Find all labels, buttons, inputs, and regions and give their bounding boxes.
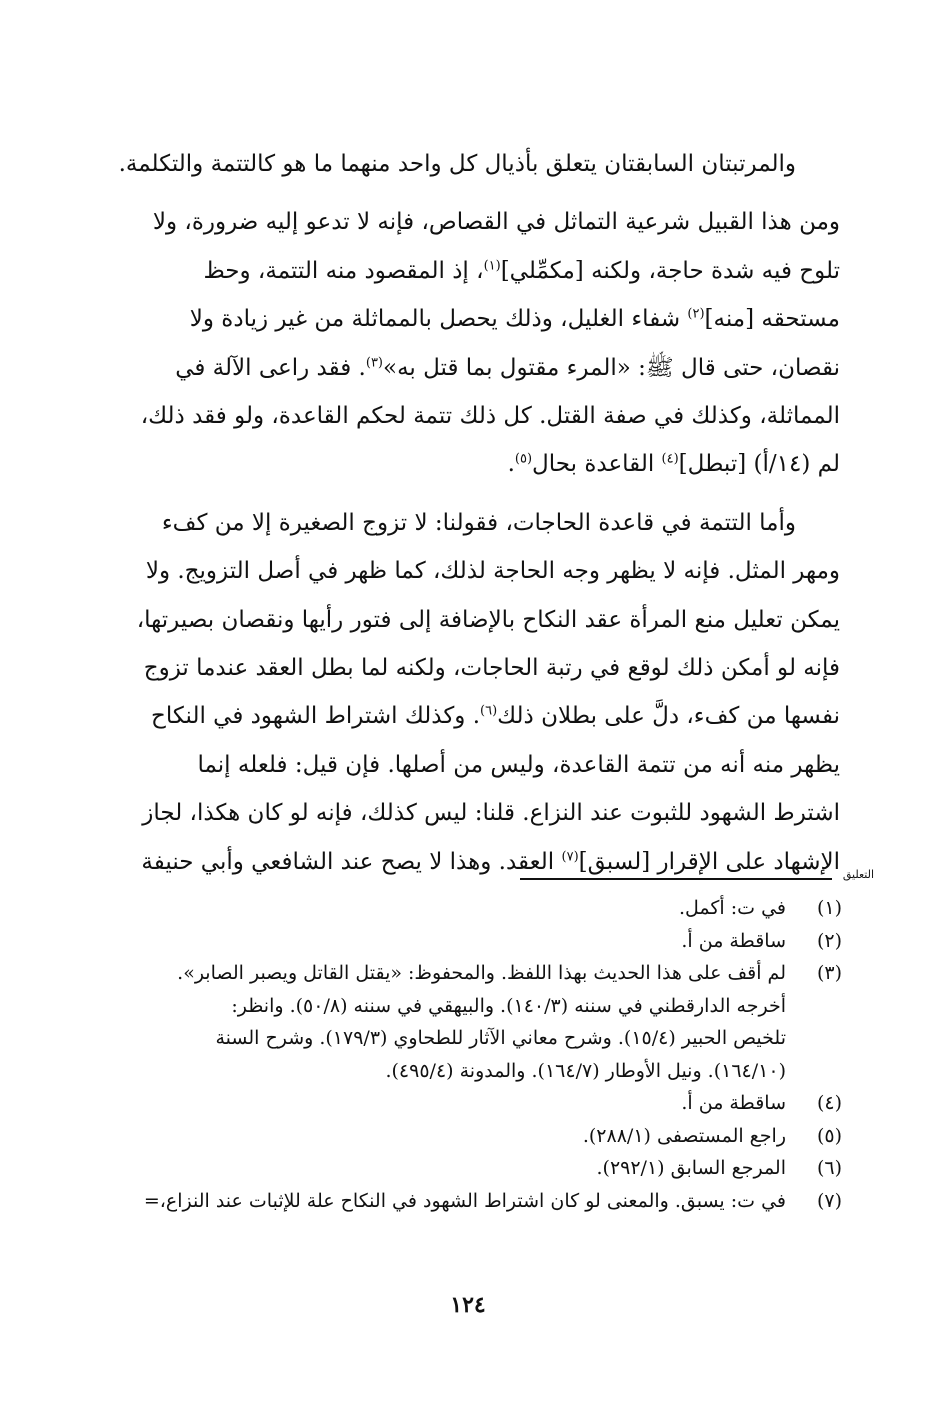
footnote-number: (٢)	[816, 929, 842, 952]
footnote-number: (١)	[816, 897, 842, 919]
footnote-line: أخرجه الدارقطني في سننه (١٤٠/٣). والبيهقي في سننه (٥٠/٨). وانظر:	[231, 994, 786, 1017]
text-line: اشترط الشهود للثبوت عند النزاع. قلنا: ليس كذلك، فإنه لو كان هكذا، لجاز	[142, 800, 840, 827]
footnote-text: راجع المستصفى (٢٨٨/١).	[582, 1124, 786, 1147]
footnote-text: ساقطة من أ.	[681, 1092, 786, 1114]
footnote-ref[interactable]: (٤)	[661, 451, 679, 467]
footnote-item	[122, 925, 842, 958]
footnote-text: في ت: يسبق. والمعنى لو كان اشتراط الشهود في النكاح علة للإثبات عند النزاع،=	[143, 1189, 786, 1212]
footnote-item	[122, 1087, 842, 1120]
text-line: تلوح فيه شدة حاجة، ولكنه [مكمِّلي]$^{(١)}$، إذ المقصود منه التتمة، وحظ	[203, 257, 840, 284]
footnote-number: (٥)	[816, 1124, 842, 1147]
footnote-ref[interactable]: (٣)	[365, 354, 383, 370]
footnote-text	[122, 957, 786, 1087]
text-line: لم (١٤/أ) [تبطل]$^{(٤)}$ القاعدة بحال$^{(٥)}$.	[507, 451, 840, 478]
text-line: نقصان، حتى قال ﷺ: «المرء مقتول بما قتل به»$^{(٣)}$. فقد راعى الآلة في	[175, 354, 840, 381]
footnote-text: المرجع السابق (٢٩٢/١).	[596, 1157, 786, 1179]
footnote-text: في ت: أكمل.	[678, 897, 786, 919]
main-text	[118, 140, 840, 886]
footnote-item	[122, 892, 842, 925]
footnote-number: (٧)	[816, 1189, 842, 1212]
footnote-ref[interactable]: (٦)	[480, 703, 498, 719]
footnote-text: ساقطة من أ.	[681, 929, 786, 952]
footnote-ref[interactable]: (١)	[483, 258, 501, 274]
footnote-line: لم أقف على هذا الحديث بهذا اللفظ. والمحفوظ: «يقتل القاتل ويصبر الصابر».	[177, 962, 786, 984]
text-line: المماثلة، وكذلك في صفة القتل. كل ذلك تتمة لحكم القاعدة، ولو فقد ذلك،	[140, 403, 840, 430]
footnotes	[122, 892, 842, 1217]
text-line: فإنه لو أمكن ذلك لوقع في رتبة الحاجات، ولكنه لما بطل العقد عندما تزوج	[143, 655, 840, 682]
text-line: مستحقه [منه]$^{(٢)}$ شفاء الغليل، وذلك يحصل بالمماثلة من غير زيادة ولا	[189, 306, 840, 333]
text-line: ومهر المثل. فإنه لا يظهر وجه الحاجة لذلك، كما ظهر في أصل التزويج. ولا	[145, 558, 840, 585]
footnote-number: (٤)	[816, 1092, 842, 1114]
text-line: يمكن تعليل منع المرأة عقد النكاح بالإضافة إلى فتور رأيها ونقصان بصيرتها،	[136, 606, 840, 633]
separator-rule	[520, 878, 832, 880]
footnote-number: (٣)	[816, 962, 842, 984]
footnote-item	[122, 1120, 842, 1153]
footnote-separator	[520, 868, 874, 888]
footnote-line: تلخيص الحبير (١٥/٤). وشرح معاني الآثار للطحاوي (١٧٩/٣). وشرح السنة	[215, 1027, 786, 1049]
text-line: ومن هذا القبيل شرعية التماثل في القصاص، فإنه لا تدعو إليه ضرورة، ولا	[152, 209, 840, 236]
footnote-ref[interactable]: (٧)	[561, 849, 579, 865]
text-line: نفسها من كفء، دلَّ على بطلان ذلك$^{(٦)}$. وكذلك اشتراط الشهود في النكاح	[150, 703, 840, 730]
page-number: ١٢٤	[450, 1292, 486, 1318]
text-line: الإشهاد على الإقرار [لسبق]$^{(٧)}$ العقد. وهذا لا يصح عند الشافعي وأبي حنيفة	[141, 848, 840, 875]
footnote-label: التعليق	[842, 868, 874, 881]
footnote-number: (٦)	[816, 1157, 842, 1179]
footnote-ref[interactable]: (٢)	[687, 306, 705, 322]
footnote-line: (١٦٤/١٠). ونيل الأوطار (١٦٤/٧). والمدونة (٤٩٥/٤).	[385, 1059, 786, 1082]
footnote-item	[122, 1152, 842, 1185]
text-line: يظهر منه أنه من تتمة القاعدة، وليس من أصلها. فإن قيل: فلعله إنما	[197, 751, 840, 778]
footnote-item	[122, 957, 842, 1087]
footnote-ref[interactable]: (٥)	[514, 451, 533, 467]
footnote-item	[122, 1185, 842, 1218]
text-line: والمرتبتان السابقتان يتعلق بأذيال كل واحد منهما ما هو كالتتمة والتكلمة.	[118, 151, 796, 177]
text-line: وأما التتمة في قاعدة الحاجات، فقولنا: لا تزوج الصغيرة إلا من كفء	[161, 509, 796, 536]
